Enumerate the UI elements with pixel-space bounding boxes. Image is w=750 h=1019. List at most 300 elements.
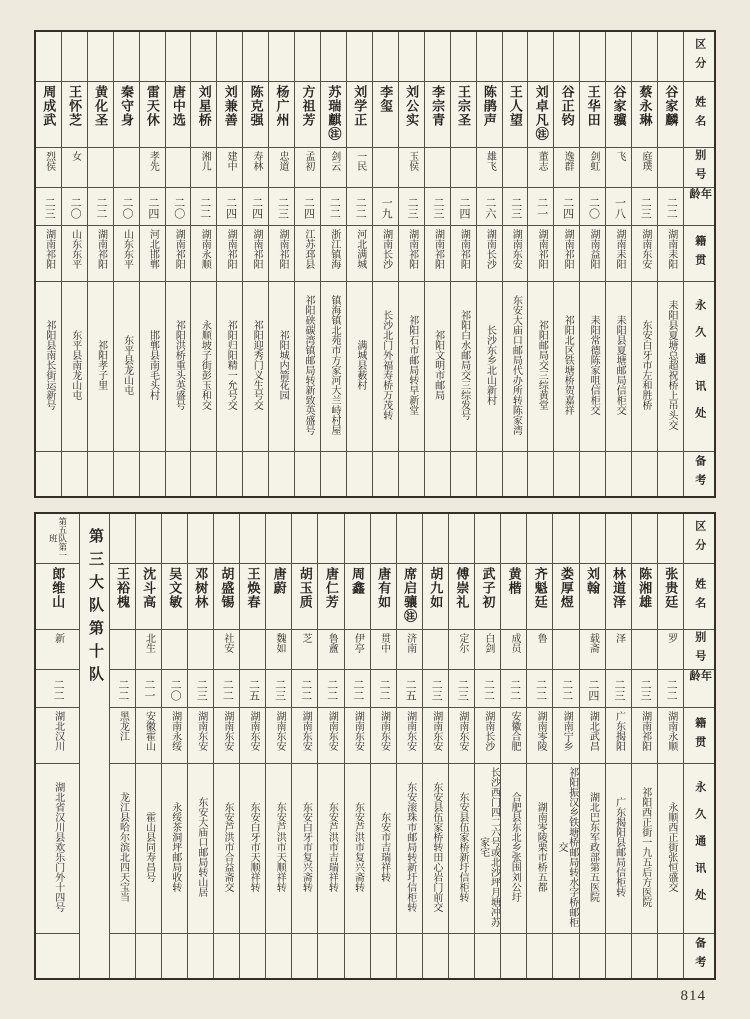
cell-origin-text: 湖南祁阳 — [406, 229, 418, 269]
cell-address-text: 祁阳城内箭花园 — [277, 330, 289, 400]
cell-name — [240, 564, 265, 630]
cell-age — [423, 670, 448, 708]
cell-origin-text: 湖南东安 — [352, 711, 364, 751]
cell-origin — [36, 708, 79, 764]
cell-alias-text: 女 — [69, 151, 81, 161]
cell-name-text: 唐有如 — [376, 567, 392, 609]
cell-address — [425, 282, 450, 452]
cell-name-text: 陈湘雄 — [637, 567, 653, 609]
cell-origin — [292, 708, 317, 764]
cell-alias — [243, 148, 268, 188]
cell-address-text: 祁阳邮局交三综黄堂 — [536, 320, 548, 410]
cell-address-text: 湖北省汉川县欢乐门外十四号 — [52, 782, 64, 912]
cell-origin — [397, 708, 422, 764]
cell-name-text: 刘兼善 — [222, 85, 238, 127]
cell-unit — [580, 514, 605, 564]
row-label — [684, 514, 714, 564]
cell-origin-text: 湖南耒阳 — [613, 229, 625, 269]
cell-age — [580, 670, 605, 708]
cell-origin — [88, 226, 113, 282]
cell-unit — [553, 514, 578, 564]
cell-address — [114, 282, 139, 452]
cell-origin-text: 浙江镇海 — [328, 229, 340, 269]
cell-alias-text: 罗 — [665, 633, 677, 643]
cell-alias — [501, 630, 526, 670]
cell-address-text: 祁阳振汉乡铁塘桥邮局转水字桥邮柜交 — [556, 767, 578, 927]
cell-age — [606, 188, 631, 226]
person-column — [242, 32, 268, 496]
cell-name-text: 李宗青 — [430, 85, 446, 127]
cell-alias — [449, 630, 474, 670]
cell-age-text: 二四 — [561, 197, 574, 219]
cell-age — [266, 670, 291, 708]
cell-alias-text: 董志 — [536, 151, 548, 171]
person-column — [239, 514, 265, 978]
cell-alias — [347, 148, 372, 188]
person-column — [500, 514, 526, 978]
cell-name-text: 胡盛锡 — [219, 567, 235, 609]
cell-age-text: 一九 — [380, 197, 393, 219]
cell-unit — [425, 32, 450, 82]
cell-name — [140, 82, 165, 148]
cell-alias — [292, 630, 317, 670]
cell-unit — [243, 32, 268, 82]
cell-name — [162, 564, 187, 630]
cell-address-text: 湖南零陵栗市桥五都 — [535, 802, 547, 892]
row-label-text: 籍贯 — [693, 716, 706, 755]
cell-address-text: 东安县伍家桥新圩信柜转 — [456, 792, 468, 902]
cell-address-text: 祁阳西正街一九五后方医院 — [639, 787, 651, 907]
cell-alias-text: 湘儿 — [199, 151, 211, 171]
cell-name — [449, 564, 474, 630]
person-column — [502, 32, 528, 496]
cell-origin-text: 湖南长沙 — [482, 711, 494, 751]
person-column — [657, 32, 683, 496]
cell-alias — [425, 148, 450, 188]
cell-age — [110, 670, 135, 708]
cell-name-text: 齐魁廷 — [532, 567, 548, 609]
cell-alias-text: 忠道 — [276, 151, 288, 171]
person-column — [605, 514, 631, 978]
cell-origin-text: 湖南永顺 — [199, 229, 211, 269]
cell-name-text: 王华田 — [585, 85, 601, 127]
cell-remarks — [451, 452, 476, 496]
cell-alias — [136, 630, 161, 670]
cell-name-text: 谷家骥 — [611, 85, 627, 127]
cell-age — [188, 670, 213, 708]
person-column — [344, 514, 370, 978]
cell-age — [528, 188, 553, 226]
row-label-text: 别号 — [693, 630, 706, 669]
cell-address — [399, 282, 424, 452]
cell-address-text: 祁阳石市邮局转早新堂 — [406, 315, 418, 415]
cell-origin — [425, 226, 450, 282]
row-label — [684, 282, 714, 452]
cell-address — [217, 282, 242, 452]
cell-origin-text: 湖南东安 — [404, 711, 416, 751]
cell-alias-text: 伊亭 — [352, 633, 364, 653]
cell-unit — [554, 32, 579, 82]
cell-age-text: 二〇 — [587, 197, 600, 219]
cell-age-text: 二二 — [534, 679, 547, 701]
cell-age — [240, 670, 265, 708]
cell-address-text: 东安白牙市天顺祥转 — [248, 802, 260, 892]
cell-name-text: 林道泽 — [611, 567, 627, 609]
cell-alias — [658, 148, 683, 188]
cell-remarks — [188, 934, 213, 978]
cell-origin-text: 湖南东安 — [510, 229, 522, 269]
cell-address — [449, 764, 474, 934]
cell-age-text: 二四 — [250, 197, 263, 219]
group-divider-column — [79, 514, 109, 978]
cell-address-text: 东平县龙山屯 — [121, 335, 133, 395]
cell-origin-text: 湖南耒阳 — [665, 229, 677, 269]
cell-age-text: 二三 — [43, 197, 56, 219]
person-column — [109, 514, 135, 978]
cell-address-text: 镇海镇北苑市方家河大兰峙村屋 — [328, 295, 340, 435]
cell-origin — [501, 708, 526, 764]
cell-alias — [191, 148, 216, 188]
cell-age — [580, 188, 605, 226]
cell-address — [477, 282, 502, 452]
cell-address-text: 东安白牙市复兴斋转 — [300, 802, 312, 892]
row-label — [684, 148, 714, 188]
cell-address — [266, 764, 291, 934]
row-label — [684, 630, 714, 670]
cell-alias — [110, 630, 135, 670]
cell-name — [528, 82, 553, 148]
cell-age-text: 二二 — [482, 679, 495, 701]
cell-alias — [371, 630, 396, 670]
person-column — [320, 32, 346, 496]
cell-age — [269, 188, 294, 226]
cell-age-text: 二三 — [195, 679, 208, 701]
cell-unit — [217, 32, 242, 82]
row-label-text: 永久通讯处 — [693, 781, 706, 916]
row-label-column — [683, 32, 714, 496]
cell-name-text: 吴文敏 — [167, 567, 183, 609]
cell-address — [269, 282, 294, 452]
person-column — [631, 32, 657, 496]
cell-origin — [136, 708, 161, 764]
cell-age-text: 二三 — [273, 679, 286, 701]
cell-origin-text: 湖南祁阳 — [562, 229, 574, 269]
cell-alias-text: 寿林 — [251, 151, 263, 171]
person-column — [165, 32, 191, 496]
cell-address-text: 祁阳北区铁塘桥贺嘉祥 — [562, 315, 574, 415]
cell-alias — [503, 148, 528, 188]
cell-age-text: 二二 — [351, 679, 364, 701]
cell-name — [217, 82, 242, 148]
cell-address-text: 长沙东乡北山新村 — [484, 325, 496, 405]
cell-alias — [632, 148, 657, 188]
cell-origin-text: 湖南祁阳 — [458, 229, 470, 269]
group-divider-text: 第三大队第十队 — [87, 528, 104, 689]
cell-origin — [632, 708, 657, 764]
cell-age-text: 二二 — [354, 197, 367, 219]
cell-alias — [527, 630, 552, 670]
cell-origin-text: 湖南祁阳 — [432, 229, 444, 269]
cell-age-text: 二三 — [639, 679, 652, 701]
cell-origin-text: 湖南东安 — [300, 711, 312, 751]
cell-age-text: 二二 — [198, 197, 211, 219]
cell-address — [527, 764, 552, 934]
cell-remarks — [425, 452, 450, 496]
cell-age-text: 二三 — [430, 679, 443, 701]
cell-alias — [114, 148, 139, 188]
cell-origin — [554, 226, 579, 282]
cell-name — [553, 564, 578, 630]
person-column — [216, 32, 242, 496]
cell-origin-text: 广东揭阳 — [613, 711, 625, 751]
cell-alias-text: 孝先 — [147, 151, 159, 171]
cell-age — [88, 188, 113, 226]
cell-address — [606, 764, 631, 934]
cell-origin — [114, 226, 139, 282]
cell-age — [477, 188, 502, 226]
cell-alias — [240, 630, 265, 670]
cell-age-text: 二六 — [483, 197, 496, 219]
cell-name — [110, 564, 135, 630]
cell-remarks — [321, 452, 346, 496]
cell-origin-text: 湖南东安 — [221, 711, 233, 751]
cell-name — [399, 82, 424, 148]
cell-alias-text: 济南 — [404, 633, 416, 653]
cell-remarks — [269, 452, 294, 496]
cell-remarks — [214, 934, 239, 978]
cell-address-text: 东安市吉瑞祥转 — [378, 812, 390, 882]
cell-age — [136, 670, 161, 708]
cell-age-text: 二四 — [586, 679, 599, 701]
person-column — [346, 32, 372, 496]
cell-unit — [477, 32, 502, 82]
cell-remarks — [423, 934, 448, 978]
cell-age — [658, 188, 683, 226]
person-column — [87, 32, 113, 496]
cell-origin — [243, 226, 268, 282]
cell-unit — [475, 514, 500, 564]
cell-origin — [451, 226, 476, 282]
cell-address-text: 广东揭阳县邮局信柜转 — [613, 797, 625, 897]
cell-origin-text: 湖北武昌 — [587, 711, 599, 751]
cell-name-text: 杨广州 — [274, 85, 290, 127]
cell-address — [423, 764, 448, 934]
cell-name — [580, 564, 605, 630]
cell-alias-text: 北生 — [143, 633, 155, 653]
cell-alias-text: 孟初 — [302, 151, 314, 171]
cell-remarks — [632, 452, 657, 496]
cell-age-text: 二二 — [299, 679, 312, 701]
cell-unit — [136, 514, 161, 564]
cell-age — [318, 670, 343, 708]
cell-origin — [214, 708, 239, 764]
cell-name — [114, 82, 139, 148]
cell-age — [162, 670, 187, 708]
cell-address — [295, 282, 320, 452]
cell-origin — [166, 226, 191, 282]
cell-alias — [658, 630, 683, 670]
cell-name — [295, 82, 320, 148]
cell-alias-text: 芝 — [300, 633, 312, 643]
cell-name — [477, 82, 502, 148]
cell-age-text: 二〇 — [172, 197, 185, 219]
cell-name-text: 娄厚煜 — [558, 567, 574, 609]
cell-alias — [475, 630, 500, 670]
cell-address — [371, 764, 396, 934]
cell-address — [88, 282, 113, 452]
cell-address — [162, 764, 187, 934]
cell-age-text: 二二 — [221, 679, 234, 701]
cell-unit — [423, 514, 448, 564]
cell-origin-text: 湖南零陵 — [535, 711, 547, 751]
cell-name-text: 沈斗高 — [141, 567, 157, 609]
person-column — [605, 32, 631, 496]
cell-remarks — [217, 452, 242, 496]
cell-age-text: 二二 — [52, 679, 65, 701]
cell-origin — [266, 708, 291, 764]
cell-name-text: 黄化圣 — [93, 85, 109, 127]
cell-unit — [580, 32, 605, 82]
person-column — [372, 32, 398, 496]
cell-origin — [527, 708, 552, 764]
cell-unit — [321, 32, 346, 82]
cell-remarks — [345, 934, 370, 978]
cell-name — [166, 82, 191, 148]
cell-alias — [214, 630, 239, 670]
cell-remarks — [475, 934, 500, 978]
cell-unit — [373, 32, 398, 82]
cell-unit — [449, 514, 474, 564]
cell-unit — [451, 32, 476, 82]
cell-remarks — [658, 934, 683, 978]
cell-address-text: 东安大庙口邮局转山居 — [195, 797, 207, 897]
cell-address — [658, 282, 683, 452]
cell-age-text: 二五 — [247, 679, 260, 701]
cell-address — [292, 764, 317, 934]
cell-unit — [397, 514, 422, 564]
person-column — [579, 32, 605, 496]
cell-name-text: 谷家麟 — [663, 85, 679, 127]
cell-alias — [166, 148, 191, 188]
cell-address-text: 霍山县同寿昌号 — [143, 812, 155, 882]
cell-unit — [399, 32, 424, 82]
cell-origin — [580, 226, 605, 282]
cell-age-text: 二三 — [276, 197, 289, 219]
cell-origin — [477, 226, 502, 282]
cell-remarks — [243, 452, 268, 496]
row-label-column — [683, 514, 714, 978]
cell-origin-text: 山东东平 — [69, 229, 81, 269]
cell-alias-text: 载斋 — [587, 633, 599, 653]
cell-unit — [658, 32, 683, 82]
cell-origin-text: 湖北汉川 — [52, 711, 64, 751]
cell-origin-text: 湖南东安 — [247, 711, 259, 751]
cell-name — [36, 564, 79, 630]
row-label-text: 年龄 — [688, 188, 712, 207]
cell-name — [266, 564, 291, 630]
cell-origin-text: 安徽合肥 — [509, 711, 521, 751]
row-label-text: 区分 — [693, 37, 706, 76]
person-column — [526, 514, 552, 978]
row-label-text: 姓名 — [693, 577, 706, 616]
cell-age-text: 二四 — [224, 197, 237, 219]
cell-name — [321, 82, 346, 148]
cell-alias — [321, 148, 346, 188]
cell-name-text: 周成武 — [41, 85, 57, 127]
cell-address — [321, 282, 346, 452]
cell-unit — [318, 514, 343, 564]
cell-unit — [188, 514, 213, 564]
cell-origin — [162, 708, 187, 764]
cell-origin — [580, 708, 605, 764]
cell-name-text: 周鑫 — [349, 567, 365, 595]
cell-age — [217, 188, 242, 226]
cell-origin — [318, 708, 343, 764]
cell-remarks — [114, 452, 139, 496]
cell-remarks — [318, 934, 343, 978]
cell-name-text: 王宗圣 — [455, 85, 471, 127]
cell-address — [528, 282, 553, 452]
row-label — [684, 564, 714, 630]
cell-origin-text: 湖南祁阳 — [43, 229, 55, 269]
cell-origin-text: 安徽霍山 — [143, 711, 155, 751]
cell-unit — [606, 514, 631, 564]
cell-alias — [62, 148, 87, 188]
cell-alias — [318, 630, 343, 670]
cell-address-text: 东安芦洪市复兴斋转 — [352, 802, 364, 892]
cell-origin-text: 湖南祁阳 — [225, 229, 237, 269]
person-column — [424, 32, 450, 496]
cell-origin-text: 湖南东安 — [430, 711, 442, 751]
cell-age — [503, 188, 528, 226]
cell-address — [110, 764, 135, 934]
cell-address-text: 祁阳文明市邮局 — [432, 330, 444, 400]
cell-age — [606, 670, 631, 708]
row-label — [684, 452, 714, 496]
row-label-text: 别号 — [693, 148, 706, 187]
cell-name — [62, 82, 87, 148]
cell-address — [373, 282, 398, 452]
cell-name — [580, 82, 605, 148]
cell-age-text: 二三 — [406, 197, 419, 219]
cell-name-text: 席启骧㊟ — [402, 567, 418, 623]
cell-name — [345, 564, 370, 630]
person-column — [36, 32, 61, 496]
cell-name-text: 武子初 — [480, 567, 496, 609]
cell-address — [658, 764, 683, 934]
cell-alias — [606, 148, 631, 188]
cell-name — [371, 564, 396, 630]
cell-address — [62, 282, 87, 452]
cell-origin — [110, 708, 135, 764]
cell-age — [347, 188, 372, 226]
cell-age-text: 二三 — [456, 679, 469, 701]
cell-age — [166, 188, 191, 226]
row-label — [684, 188, 714, 226]
cell-alias-text: 社安 — [221, 633, 233, 653]
cell-remarks — [166, 452, 191, 496]
row-label-text: 姓名 — [693, 95, 706, 134]
cell-name-text: 刘翰 — [584, 567, 600, 595]
cell-age — [399, 188, 424, 226]
cell-unit — [162, 514, 187, 564]
cell-age-text: 二三 — [509, 197, 522, 219]
cell-remarks — [140, 452, 165, 496]
cell-address-text: 祁阳白水邮局交三综发号 — [458, 310, 470, 420]
row-label-text: 永久通讯处 — [693, 299, 706, 434]
cell-origin-text: 湖南长沙 — [380, 229, 392, 269]
cell-unit — [528, 32, 553, 82]
